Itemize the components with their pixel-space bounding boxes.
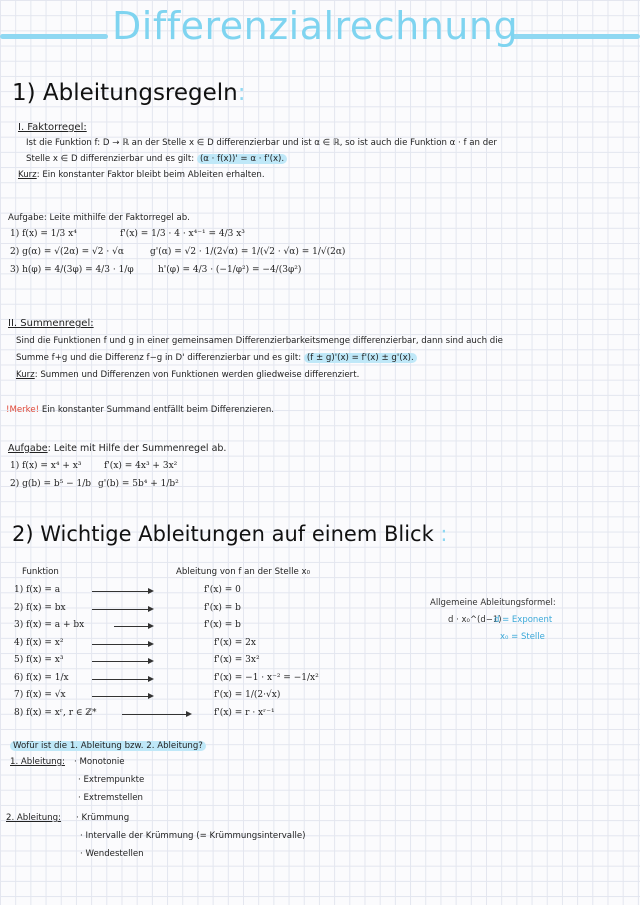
derivative-row-3-derivative: f'(x) = b [204, 620, 241, 630]
derivative-row-6-derivative: f'(x) = −1 · x⁻² = −1/x² [214, 672, 319, 683]
aufgabe2-title [8, 442, 226, 456]
aufgabe1-row-3-f: 3) h(φ) = 4/(3φ) = 4/3 · 1/φ [10, 265, 134, 275]
summenregel-line2 [16, 352, 417, 366]
derivative-row-5-function: 5) f(x) = x³ [14, 655, 64, 665]
col-ableitung-header: Ableitung von f an der Stelle x₀ [176, 567, 311, 577]
derivative-row-6-arrow [92, 679, 152, 680]
derivative-row-1-arrow [92, 591, 152, 592]
merke-note [6, 404, 274, 418]
summenregel-line2-text: Summe f+g und die Differenz f−g in D' differenzierbar und es gilt: [16, 353, 302, 363]
derivative-row-7-derivative: f'(x) = 1/(2·√x) [214, 690, 281, 700]
wofuer-text: Wofür ist die 1. Ableitung bzw. 2. Ableitung? [10, 741, 206, 751]
aufgabe2-row-2-d: g'(b) = 5b⁴ + 1/b² [98, 479, 179, 489]
derivative-row-7-function: 7) f(x) = √x [14, 690, 66, 700]
derivative-row-2-arrow [92, 609, 152, 610]
faktorregel-line2-text: Stelle x ∈ D differenzierbar und es gilt: [26, 154, 195, 164]
derivative-row-4-function: 4) f(x) = x² [14, 637, 64, 648]
summenregel-line1: Sind die Funktionen f und g in einer gemeinsamen Differenzierbarkeitsmenge differenzierbar, dann sind auch die [16, 336, 503, 346]
col-funktion-header: Funktion [22, 567, 59, 577]
derivative-row-4-derivative: f'(x) = 2x [214, 637, 256, 648]
formula-box-expr: d · x₀^(d−1) [448, 615, 502, 625]
abl2-item-3-text: Wendestellen [85, 849, 144, 859]
kurz-text: : Ein konstanter Faktor bleibt beim Ableiten erhalten. [36, 170, 265, 180]
abl2-item-2-text: Intervalle der Krümmung (= Krümmungsintervalle) [85, 831, 306, 841]
aufgabe1-row-2-f: 2) g(α) = √(2α) = √2 · √α [10, 247, 124, 257]
abl1-item-1: · Monotonie [74, 757, 125, 767]
derivative-row-3-function: 3) f(x) = a + bx [14, 620, 85, 630]
faktorregel-formula: (α · f(x))' = α · f'(x). [197, 154, 287, 164]
faktorregel-title: I. Faktorregel: [18, 122, 87, 133]
aufgabe2-row-1-f: 1) f(x) = x⁴ + x³ [10, 461, 82, 471]
aufgabe1-title: Aufgabe: Leite mithilfe der Faktorregel ab. [8, 213, 190, 223]
derivative-row-8-function: 8) f(x) = xʳ, r ∈ ℤ* [14, 707, 97, 718]
derivative-row-5-derivative: f'(x) = 3x² [214, 655, 260, 665]
wofuer-question [10, 740, 206, 754]
derivative-row-8-derivative: f'(x) = r · xʳ⁻¹ [214, 707, 275, 718]
formula-box-title: Allgemeine Ableitungsformel: [430, 598, 556, 608]
derivative-row-1-derivative: f'(x) = 0 [204, 585, 241, 595]
aufgabe2-row-2-f: 2) g(b) = b⁵ − 1/b [10, 479, 92, 489]
kurz-label: Kurz [16, 370, 35, 380]
summenregel-kurz [16, 369, 359, 383]
abl1-item-2-text: Extrempunkte [83, 775, 145, 785]
page-title: Differenzialrechnung [112, 4, 519, 48]
faktorregel-line1: Ist die Funktion f: D → ℝ an der Stelle x ∈ D differenzierbar und ist α ∈ ℝ, so ist auch die Funktion α · f an der [26, 138, 497, 148]
derivative-row-2-derivative: f'(x) = b [204, 602, 241, 613]
summenregel-formula: (f ± g)'(x) = f'(x) ± g'(x). [304, 353, 417, 363]
abl1-item-3: · Extremstellen [78, 793, 143, 803]
abl1-label: 1. Ableitung: [10, 757, 65, 767]
merke-text: Ein konstanter Summand entfällt beim Differenzieren. [41, 405, 275, 415]
section2-heading-text: 2) Wichtige Ableitungen auf einem Blick [12, 522, 434, 546]
abl1-item-3-text: Extremstellen [83, 793, 143, 803]
section1-heading-text: 1) Ableitungsregeln [12, 80, 238, 106]
section1-heading: 1) Ableitungsregeln: [12, 80, 246, 106]
formula-box-x-label: x₀ = Stelle [500, 632, 545, 642]
abl2-item-1: · Krümmung [76, 813, 130, 823]
derivative-row-3-arrow [114, 626, 152, 627]
abl1-item-1-text: Monotonie [79, 757, 125, 767]
abl1-item-2: · Extrempunkte [78, 775, 145, 785]
section2-heading: 2) Wichtige Ableitungen auf einem Blick : [12, 522, 448, 546]
abl2-item-2: · Intervalle der Krümmung (= Krümmungsintervalle) [80, 831, 306, 841]
aufgabe1-row-3-d: h'(φ) = 4/3 · (−1/φ²) = −4/(3φ²) [158, 265, 302, 275]
aufgabe1-row-2-d: g'(α) = √2 · 1/(2√α) = 1/(√2 · √α) = 1/√(2α) [150, 247, 346, 257]
faktorregel-kurz [18, 169, 265, 183]
abl2-item-1-text: Krümmung [81, 813, 130, 823]
merke-label: !Merke! [6, 405, 40, 415]
abl2-label: 2. Ableitung: [6, 813, 61, 823]
derivative-row-1-function: 1) f(x) = a [14, 585, 61, 595]
aufgabe2-row-1-d: f'(x) = 4x³ + 3x² [104, 461, 178, 471]
derivative-row-2-function: 2) f(x) = bx [14, 602, 66, 613]
formula-box-d-label: d = Exponent [494, 615, 553, 625]
derivative-row-7-arrow [92, 696, 152, 697]
aufgabe2-title-text: : Leite mit Hilfe der Summenregel ab. [47, 443, 227, 454]
derivative-row-8-arrow [122, 714, 190, 715]
derivative-row-4-arrow [92, 644, 152, 645]
title-underline-left [0, 34, 108, 39]
derivative-row-5-arrow [92, 661, 152, 662]
derivative-row-6-function: 6) f(x) = 1/x [14, 672, 69, 683]
aufgabe2-title-label: Aufgabe [8, 443, 48, 454]
faktorregel-line2 [26, 153, 287, 167]
kurz-label: Kurz [18, 170, 37, 180]
summenregel-title: II. Summenregel: [8, 318, 94, 329]
aufgabe1-row-1-d: f'(x) = 1/3 · 4 · x⁴⁻¹ = 4/3 x³ [120, 229, 245, 239]
title-banner [0, 4, 640, 60]
kurz-text: : Summen und Differenzen von Funktionen werden gliedweise differenziert. [34, 370, 360, 380]
abl2-item-3: · Wendestellen [80, 849, 144, 859]
aufgabe1-row-1-f: 1) f(x) = 1/3 x⁴ [10, 229, 77, 239]
title-underline-right [512, 34, 640, 39]
